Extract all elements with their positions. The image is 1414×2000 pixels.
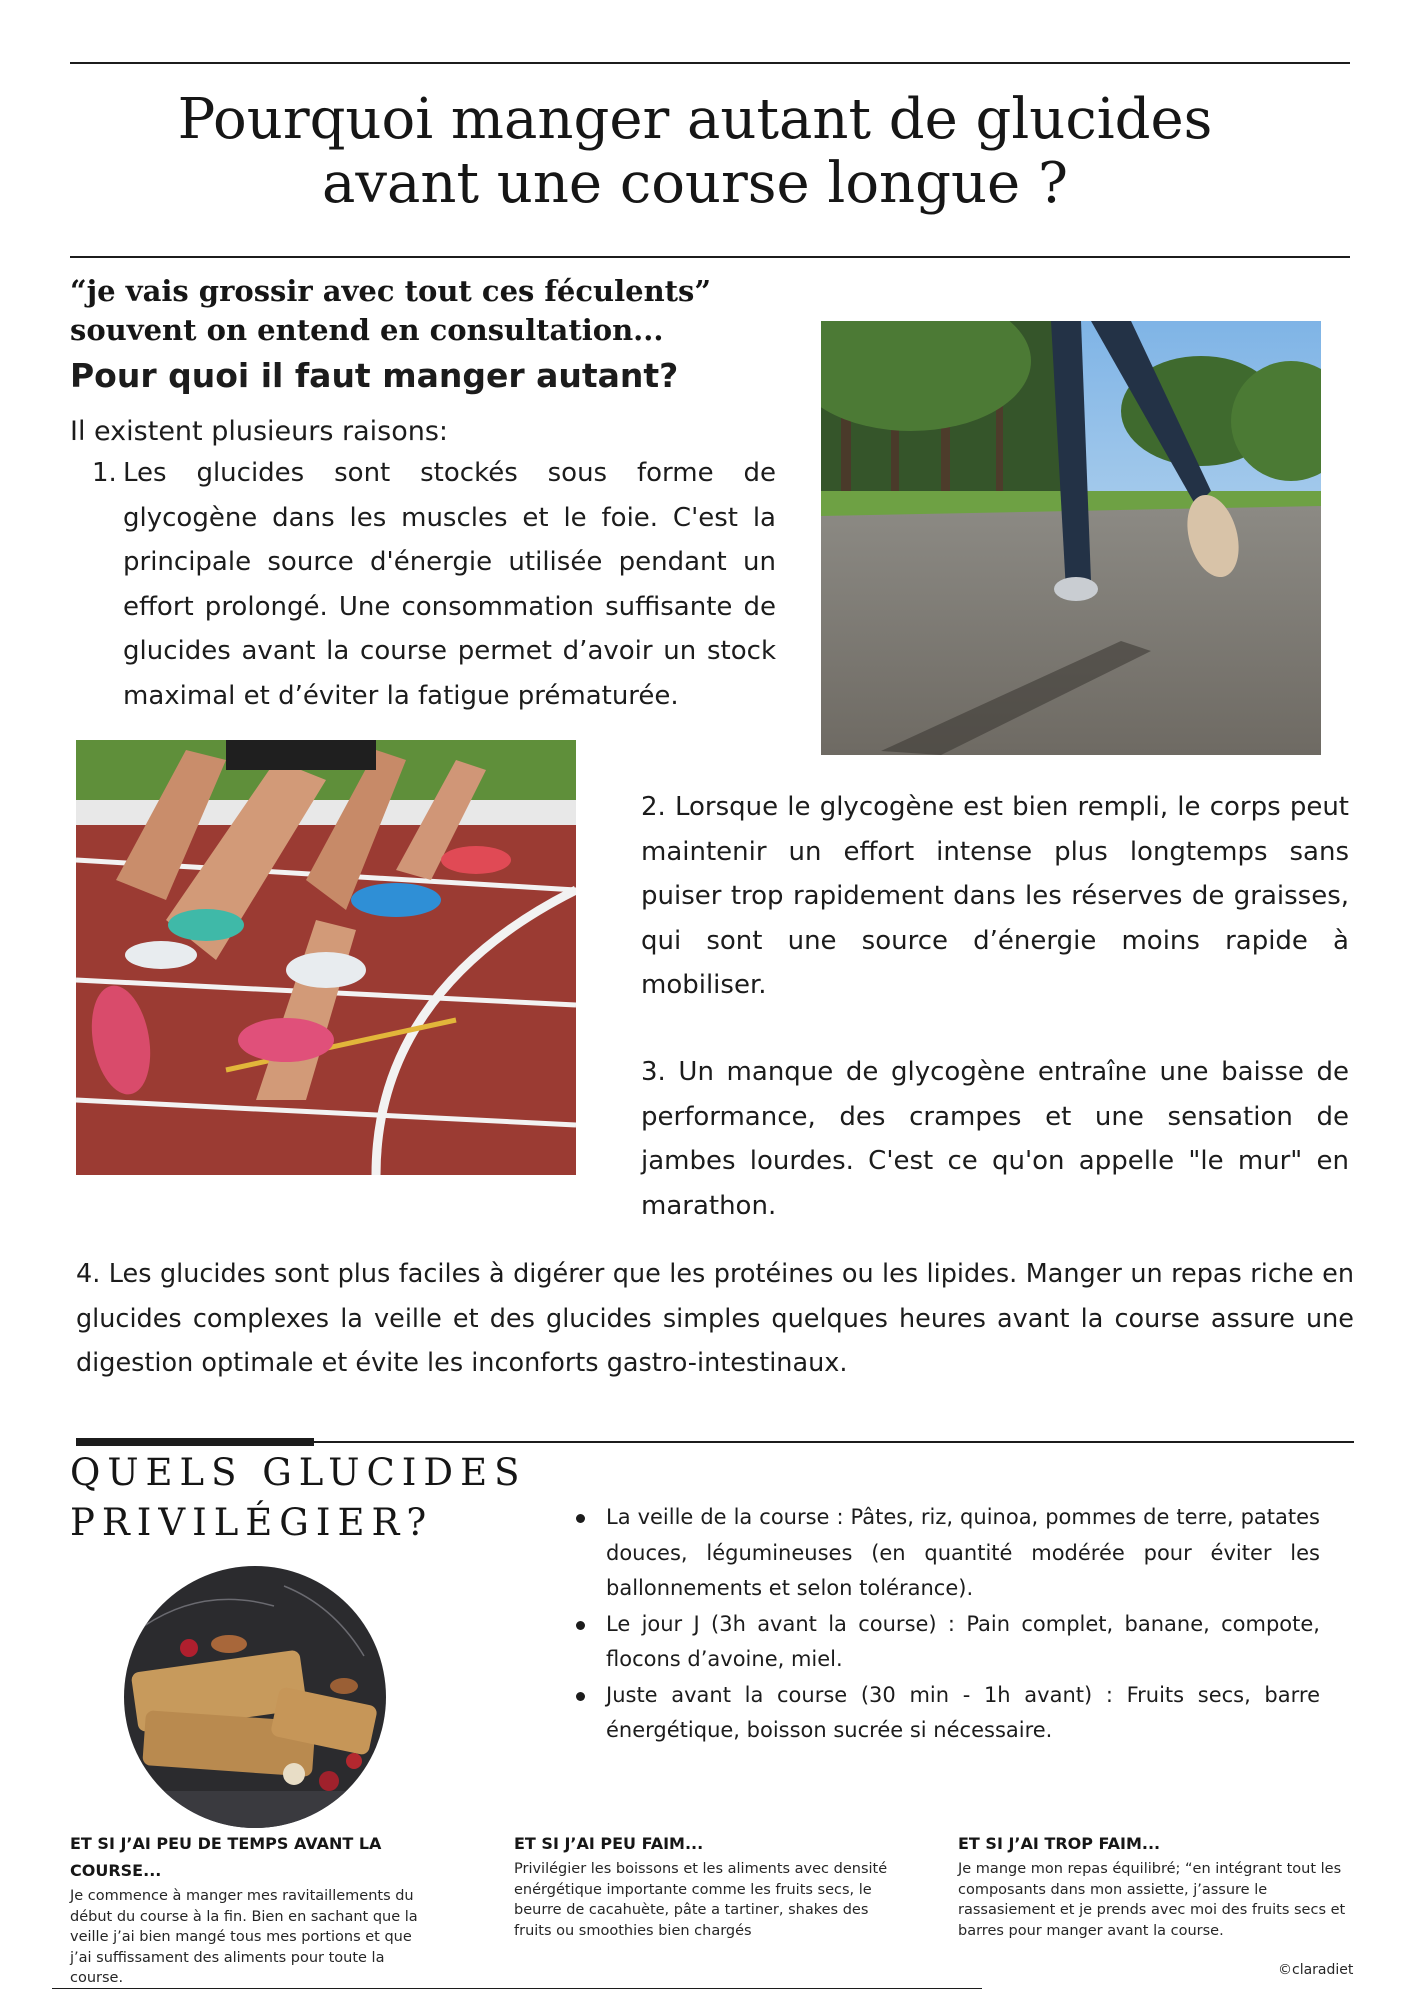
- reason-3: 3. Un manque de glycogène entraîne une baisse de performance, des crampes et une sensation de jambes lourdes. C'est ce qu'on appelle "le mur" en marathon.: [641, 1057, 1349, 1221]
- section-accent-rule: [76, 1438, 314, 1446]
- bullet-icon: [576, 1514, 585, 1523]
- section-rule: [314, 1441, 1354, 1443]
- tip-column-body: Je mange mon repas équilibré; “en intégrant tout les composants dans mon assiette, j’assure le rassasiement et je prends avec moi des fruits secs et barres pour manger avant la course.: [958, 1861, 1346, 1939]
- copyright-credit: ©claradiet: [1278, 1962, 1354, 1978]
- list-item: [576, 1678, 1320, 1749]
- reason-1-number: 1.: [92, 458, 117, 488]
- footer-rule: [52, 1988, 982, 1989]
- section-question: Pour quoi il faut manger autant?: [70, 356, 679, 395]
- bullet-text: La veille de la course : Pâtes, riz, quinoa, pommes de terre, patates douces, légumineuses (en quantité modérée pour éviter les ballonnements et selon tolérance).: [606, 1505, 1320, 1600]
- bullet-text: Le jour J (3h avant la course) : Pain complet, banane, compote, flocons d’avoine, miel.: [606, 1611, 1320, 1671]
- bullet-icon: [576, 1692, 585, 1701]
- bullet-text: Juste avant la course (30 min - 1h avant) : Fruits secs, barre énergétique, boisson sucrée si nécessaire.: [606, 1682, 1320, 1742]
- runner-path-photo: [821, 321, 1321, 755]
- track-start-photo: [76, 740, 576, 1175]
- reason-1-text: Les glucides sont stockés sous forme de glycogène dans les muscles et le foie. C'est la principale source d'énergie utilisée pendant un effort prolongé. Une consommation suffisante de glucides avant la course permet d’avoir un stock maximal et d’éviter la fatigue prématurée.: [123, 458, 776, 711]
- tip-column-title: ET SI J’AI TROP FAIM...: [958, 1834, 1161, 1853]
- list-item: [576, 1500, 1320, 1607]
- quote-line-2: souvent on entend en consultation...: [70, 313, 664, 347]
- tip-column-little-hunger: [514, 1830, 894, 1941]
- carb-bullet-list: [576, 1500, 1320, 1749]
- tip-column-body: Privilégier les boissons et les aliments avec densité enérgétique importante comme les fruits secs, le beurre de cacahuète, pâte a tartiner, shakes des fruits ou smoothies bien chargés: [514, 1861, 888, 1939]
- quote-line-1: “je vais grossir avec tout ces féculents”: [70, 274, 712, 308]
- tip-column-too-hungry: [958, 1830, 1354, 1941]
- tip-column-little-time: [70, 1830, 430, 1989]
- tip-column-title: ET SI J’AI PEU FAIM...: [514, 1834, 704, 1853]
- bullet-icon: [576, 1621, 585, 1630]
- intro-lead: Il existent plusieurs raisons:: [70, 416, 449, 447]
- consultation-quote: [70, 272, 711, 350]
- list-item: [576, 1607, 1320, 1678]
- reason-4: 4. Les glucides sont plus faciles à digérer que les protéines ou les lipides. Manger un repas riche en glucides complexes la veille et des glucides simples quelques heures avant la course assure une digestion optimale et évite les inconforts gastro-intestinaux.: [76, 1259, 1354, 1378]
- tip-column-title: ET SI J’AI PEU DE TEMPS AVANT LA COURSE...: [70, 1834, 382, 1880]
- section-title: [70, 1448, 526, 1548]
- reason-1: [92, 451, 776, 718]
- top-rule: [70, 62, 1350, 64]
- tip-column-body: Je commence à manger mes ravitaillements du début du course à la fin. Bien en sachant que la veille j’ai bien mangé tous mes portions et que j’ai suffissament des aliments pour toute la course.: [70, 1888, 418, 1986]
- page-title-line-2: avant une course longue ?: [321, 151, 1069, 216]
- reason-2: 2. Lorsque le glycogène est bien rempli, le corps peut maintenir un effort intense plus longtemps sans puiser trop rapidement dans les réserves de graisses, qui sont une source d’énergie moins rapide à mobiliser.: [641, 792, 1349, 1000]
- title-bottom-rule: [70, 256, 1350, 258]
- section-title-line-2: PRIVILÉGIER?: [70, 1501, 434, 1544]
- page-title: [70, 88, 1320, 216]
- page-title-line-1: Pourquoi manger autant de glucides: [177, 87, 1213, 152]
- section-title-line-1: QUELS GLUCIDES: [70, 1451, 527, 1494]
- energy-bars-photo: [124, 1566, 386, 1828]
